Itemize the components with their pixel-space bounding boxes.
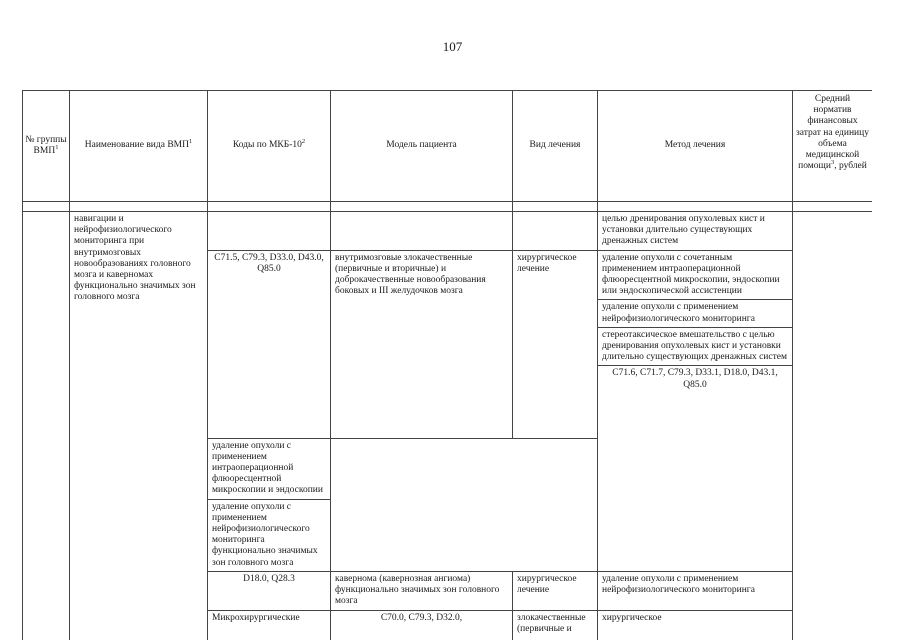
icd-codes-cell: C70.0, C79.3, D32.0, [331,610,513,640]
header-patient-model: Модель пациента [331,91,513,202]
group-number-cell [23,212,70,640]
vmp-name-cell: Микрохирургические [208,610,331,640]
method-cell: целью дренирования опухолевых кист и установки длительно существующих дренажных систем [598,212,793,251]
patient-model-cell: кавернома (кавернозная ангиома) функционально значимых зон головного мозга [331,571,513,610]
icd-codes-cell: C71.6, C71.7, C79.3, D33.1, D18.0, D43.1, Q85.0 [598,366,793,571]
table-header-row [23,91,873,202]
icd-codes-cell: D18.0, Q28.3 [208,571,331,610]
patient-model-cell: внутримозговые злокачественные (первичные и вторичные) и доброкачественные новообразования боковых и III желудочков мозга [331,250,513,438]
vmp-name-cell: навигации и нейрофизиологического мониторинга при внутримозговых новообразованиях головного мозга и каверномах функционально значимых зон головного мозга [70,212,208,640]
header-cost-standard: Средний норматив финансовых затрат на единицу объема медицинской помощи$^3$, рублей [793,91,873,202]
page-number: 107 [442,39,463,54]
cost-cell [793,212,873,640]
patient-model-cell: злокачественные (первичные и [513,610,598,640]
spacer-row [23,202,873,212]
treatment-type-cell: хирургическое лечение [513,571,598,610]
header-treatment-method: Метод лечения [598,91,793,202]
header-icd-codes: Коды по МКБ-$10^2$ [208,91,331,202]
method-cell: удаление опухоли с применением нейрофизиологического мониторинга [598,300,793,327]
method-cell: удаление опухоли с применением нейрофизиологического мониторинга функционально значимых зон головного мозга [208,499,331,571]
method-cell: удаление опухоли с применением интраоперационной флюоресцентной микроскопии и эндоскопии [208,438,331,499]
method-cell: стереотаксическое вмешательство с целью дренирования опухолевых кист и установки длительно существующих дренажных систем [598,327,793,366]
header-group-number: № группы ВМП$^1$ [23,91,70,202]
icd-codes-cell: C71.5, C79.3, D33.0, D43.0, Q85.0 [208,250,331,438]
vmp-table-sheet [22,90,872,640]
table-row [23,212,873,251]
header-vmp-name: Наименование вида ВМП$^1$ [70,91,208,202]
method-cell: удаление опухоли с применением нейрофизиологического мониторинга [598,571,793,610]
treatment-type-cell: хирургическое лечение [513,250,598,438]
treatment-type-cell: хирургическое [598,610,793,640]
vmp-table [22,90,872,640]
header-treatment-type: Вид лечения [513,91,598,202]
method-cell: удаление опухоли с сочетанным применением интраоперационной флюоресцентной микроскопии, эндоскопии или эндоскопической ассистенции [598,250,793,300]
